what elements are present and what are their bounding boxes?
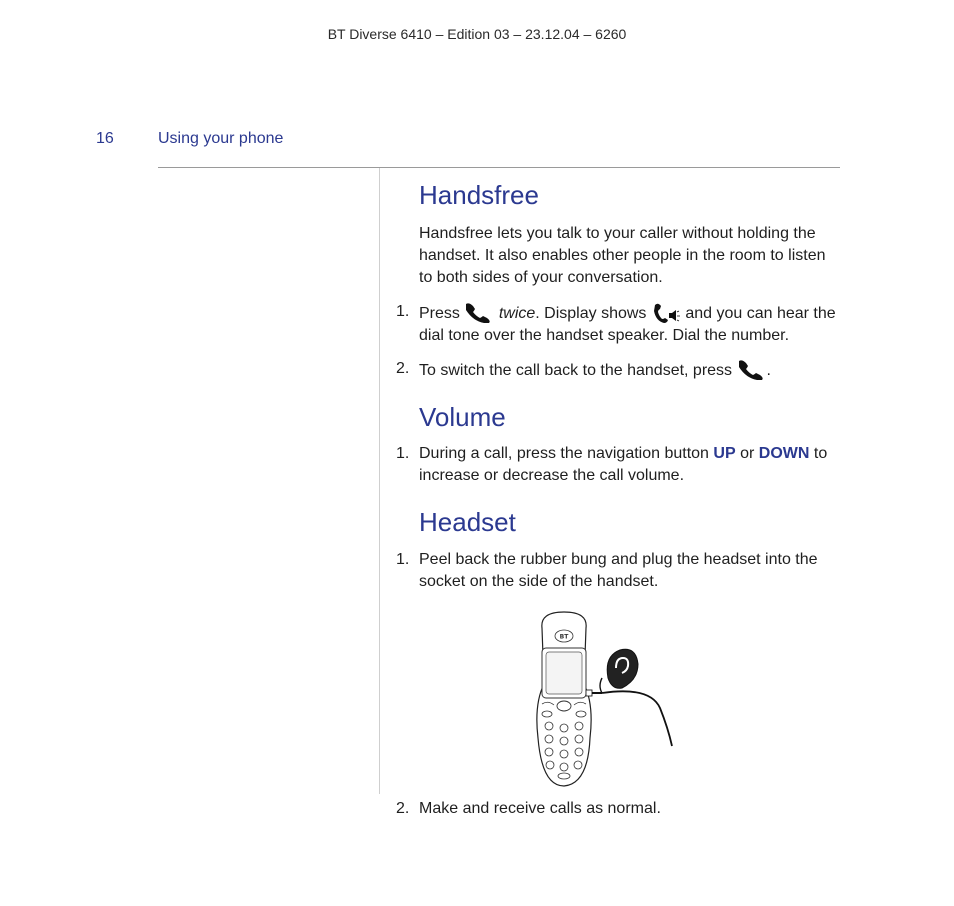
page-number: 16 (96, 130, 114, 147)
handsfree-talk-button-icon (464, 301, 494, 323)
step-number: 1. (396, 303, 410, 321)
header-divider (158, 167, 840, 168)
handsfree-talk-button-icon (737, 358, 767, 380)
step-text (419, 358, 841, 382)
handsfree-heading: Handsfree (419, 180, 539, 210)
step-text-post: . (766, 362, 771, 380)
headset-step-1 (396, 549, 841, 593)
svg-text:◁): ◁) (753, 366, 762, 375)
edition-line: BT Diverse 6410 – Edition 03 – 23.12.04 – 6260 (327, 26, 627, 42)
handset-with-headset-icon (520, 608, 690, 790)
handsfree-step-2 (396, 358, 841, 382)
volume-step-1 (396, 443, 841, 487)
handsfree-step-1 (396, 301, 841, 347)
step-text (419, 443, 841, 487)
headset-step-2 (396, 798, 841, 820)
step-number: 2. (396, 360, 410, 378)
volume-heading: Volume (419, 402, 506, 433)
step-text-or: or (740, 445, 755, 463)
main-content (396, 180, 841, 593)
step-text-mid: . Display shows (535, 305, 647, 323)
step-text: Peel back the rubber bung and plug the headset into the socket on the side of the handset. (419, 550, 818, 590)
handset-logo: BT (559, 633, 569, 641)
step-text: Make and receive calls as normal. (419, 800, 661, 817)
handset-illustration (520, 608, 690, 790)
step-text-post: and you can hear the dial tone over the handset speaker. Dial the number. (419, 305, 836, 345)
up-keyword: UP (713, 445, 736, 463)
handsfree-display-icon (651, 301, 681, 323)
handsfree-intro: Handsfree lets you talk to your caller without holding the handset. It also enables other people in the room to listen to both sides of your conversation. (419, 225, 826, 287)
column-divider (379, 168, 380, 794)
svg-text:◁): ◁) (481, 309, 490, 318)
step-number: 2. (396, 800, 410, 817)
step-text-post: to increase or decrease the call volume. (419, 445, 828, 485)
step-emphasis: twice (498, 305, 536, 323)
step-text-pre: To switch the call back to the handset, press (419, 362, 733, 380)
section-title: Using your phone (158, 130, 284, 147)
step-text-pre: Press (419, 305, 460, 323)
step-text-pre: During a call, press the navigation button (419, 445, 709, 463)
step-text (419, 301, 841, 347)
down-keyword: DOWN (758, 445, 810, 463)
step-number: 1. (396, 550, 410, 568)
headset-heading: Headset (419, 507, 516, 538)
step-number: 1. (396, 445, 410, 463)
